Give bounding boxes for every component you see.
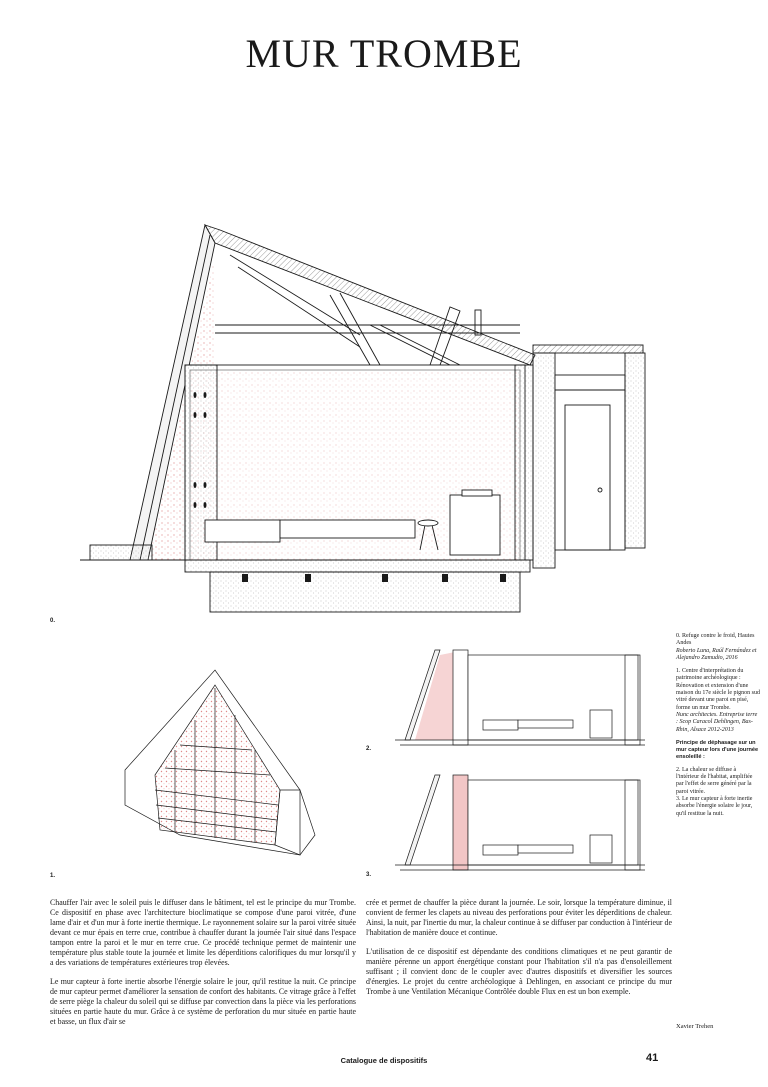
caption-0-credit: Roberto Luna, Raúl Fernández et Alejandro Zamudio, 2016	[676, 647, 757, 661]
section-diagram-day	[395, 645, 645, 750]
caption-step-2: 2. La chaleur se diffuse à l'intérieur de l'habitat, amplifiée par l'effet de serre généré par la paroi vitrée.	[676, 766, 753, 795]
body-paragraph-4: L'utilisation de ce dispositif est dépendante des conditions climatiques et ne peut garantir de manière pérenne un apport énergétique constant pour l'habitation s'il n'a pas d'ensoleillement suffisant ; il convient donc de le coupler avec d'autres dispositifs et diversifier les sources d'énergies. Le projet du centre archéologique à Dehlingen, en associant ce principe du mur Trombe à une Ventilation Mécanique Contrôlée double Flux en est un bon exemple.	[366, 947, 672, 996]
body-paragraph-1: Chauffer l'air avec le soleil puis le diffuser dans le bâtiment, tel est le principe du mur Trombe. Ce dispositif en phase avec l'architecture bioclimatique se compose d'une paroi vitrée, d'une lame d'air et d'un mur à forte inertie thermique. Le rayonnement solaire sur la paroi vitrée située devant ce mur épais en terre crue, contribue à chauffer durant la journée l'air situé dans l'espace tampon entre la paroi et le mur en terre crue. Ce procédé technique permet de maintenir une température plus stable toute la journée et limite les déperditions calorifiques du mur lorsqu'il y a des variations de températures extérieures trop élevées.	[50, 898, 356, 967]
figure-label-1: 1.	[50, 873, 56, 879]
caption-0-title: 0. Refuge contre le froid, Hautes Andes	[676, 633, 755, 647]
footer-title: Catalogue de dispositifs	[340, 1056, 428, 1065]
caption-step-3: 3. Le mur capteur à forte inertie absorbe l'énergie solaire le jour, qu'il restitue la nuit.	[676, 796, 753, 817]
page-title: MUR TROMBE	[245, 31, 523, 76]
body-paragraph-2: Le mur capteur à forte inertie absorbe l'énergie solaire le jour, qu'il restitue la nuit. Ce principe de mur capteur permet d'améliorer la sensation de confort des habitants. Ce vitrage grâce à l'effet de serre piège la chaleur du soleil qui se diffuse par convection dans la pièce via les perforations situées en partie haute du mur. Grâce à ce système de perforation du mur située en partie haute et basse, un flux d'air se	[50, 977, 356, 1026]
figure-label-2: 2.	[366, 746, 372, 752]
figure-label-0: 0.	[50, 618, 56, 624]
caption-1-credit: Nunc architectes. Entreprise terre : Scop Caracol Dehlingen, Bas-Rhin, Alsace 2012-2013	[676, 711, 758, 733]
body-column-right	[366, 898, 672, 1006]
author: Xavier Trehen	[676, 1023, 714, 1030]
page-number: 41	[646, 1052, 659, 1064]
figure-label-3: 3.	[366, 872, 372, 878]
body-column-left	[50, 898, 356, 1036]
section-diagram-night	[395, 770, 645, 875]
caption-1-text: Rénovation et extension d'une maison du 17e siècle le pignon sud vitré devant une paroi en pisé, forme un mur Trombe.	[676, 682, 760, 711]
section-drawing-refuge	[70, 215, 670, 620]
caption-1-title: 1. Centre d'interprétation du patrimoine archéologique :	[676, 668, 744, 682]
caption-principle: Principe de déphasage sur un mur capteur lors d'une journée ensoleillé :	[676, 739, 759, 760]
caption-column	[676, 633, 760, 824]
gable-perspective-drawing	[120, 660, 320, 860]
body-paragraph-3: crée et permet de chauffer la pièce durant la journée. Le soir, lorsque la température diminue, il convient de fermer les clapets au niveau des perforations pour éviter les déperditions de chaleur. Ainsi, la nuit, par l'inertie du mur, la chaleur continue à se diffuser par conduction à l'intérieur de l'habitation de manière douce et continue.	[366, 898, 672, 937]
